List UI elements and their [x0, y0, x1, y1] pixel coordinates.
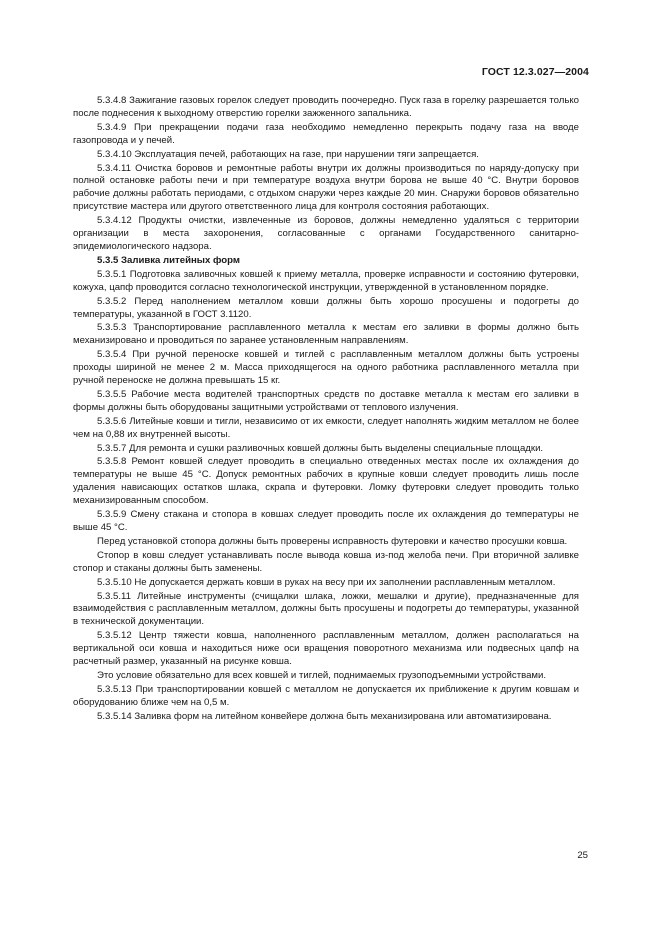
clause-5-3-5-8: 5.3.5.8 Ремонт ковшей следует проводить в специально отведенных местах после их охлаждения до температуры не выше 45 °С. Допуск ремонтных рабочих в крупные ковши следует проводить лишь после удаления нависающих остатков шлака, скрапа и футеровки. Ломку футеровки следует проводить только механизированным способом. — [73, 456, 579, 507]
clause-5-3-5-7: 5.3.5.7 Для ремонта и сушки разливочных ковшей должны быть выделены специальные площадки. — [97, 442, 544, 454]
clause-5-3-4-12: 5.3.4.12 Продукты очистки, извлеченные из боровов, должны немедленно удаляться с территории организации в места захоронения, согласованные с органами Государственного санитарно-эпидемиологического надзора. — [73, 215, 579, 252]
clause-5-3-4-10: 5.3.4.10 Эксплуатация печей, работающих на газе, при нарушении тяги запрещается. — [97, 148, 479, 160]
clause-5-3-5-13: 5.3.5.13 При транспортировании ковшей с металлом не допускается их приближение к другим ковшам и оборудованию ближе чем на 0,5 м. — [73, 683, 579, 708]
clause-5-3-5-6: 5.3.5.6 Литейные ковши и тигли, независимо от их емкости, следует наполнять жидким металлом не более чем на 0,88 их внутренней высоты. — [73, 415, 579, 440]
clause-5-3-5-11: 5.3.5.11 Литейные инструменты (счищалки шлака, ложки, мешалки и другие), предназначенные для взаимодействия с расплавленным металлом, должны быть просушены и подогреты до температуры, указанной в технической документации. — [73, 590, 579, 628]
clause-5-3-4-8: 5.3.4.8 Зажигание газовых горелок следует проводить поочередно. Пуск газа в горелку разрешается только после поднесения к выходному отверстию горелки зажженного запальника. — [73, 95, 579, 119]
section-heading: 5.3.5 Заливка литейных форм — [97, 254, 240, 266]
clause-5-3-5-10: 5.3.5.10 Не допускается держать ковши в руках на весу при их заполнении расплавленным металлом. — [97, 576, 556, 588]
clause-5-3-5-9: 5.3.5.9 Смену стакана и стопора в ковшах следует проводить после их охлаждения до температуры не выше 45 °С. — [73, 509, 579, 533]
clause-5-3-5-4: 5.3.5.4 При ручной переноске ковшей и тиглей с расплавленным металлом должны быть устроены проходы шириной не менее 2 м. Масса приходящегося на одного работника расплавленного металла при ручной переноске не должна превышать 15 кг. — [73, 349, 579, 387]
clause-5-3-5-9-para-3: Стопор в ковш следует устанавливать после вывода ковша из-под желоба печи. При вторичной заливке стопор и стаканы должны быть заменены. — [73, 549, 579, 574]
document-body — [73, 95, 579, 725]
clause-5-3-5-3: 5.3.5.3 Транспортирование расплавленного металла к местам его заливки в формы должно быть механизировано и проводиться по заранее установленным направлениям. — [73, 322, 579, 347]
clause-5-3-5-1: 5.3.5.1 Подготовка заливочных ковшей к приему металла, проверке исправности и состоянию футеровки, кожуха, цапф проводится согласно технологической инструкции, утвержденной в установленном порядке. — [73, 268, 579, 293]
clause-5-3-5-9-para-2: Перед установкой стопора должны быть проверены исправность футеровки и качество просушки ковша. — [97, 535, 568, 547]
clause-5-3-5-12-para-2: Это условие обязательно для всех ковшей и тиглей, поднимаемых грузоподъемными устройствами. — [97, 669, 547, 681]
page-header: ГОСТ 12.3.027—2004 — [481, 66, 589, 78]
clause-5-3-5-14: 5.3.5.14 Заливка форм на литейном конвейере должна быть механизирована или автоматизирована. — [97, 710, 552, 722]
clause-5-3-4-11: 5.3.4.11 Очистка боровов и ремонтные работы внутри их должны производиться по наряду-допуску при полной остановке работы печи и при температуре воздуха внутри борова не выше 40 °С. Внутри боровов рабочие должны работать периодами, с отдыхом снаружи через каждые 20 мин. Снаружи боровов обязательно присутствие мастера или другого ответственного лица для контроля состояния работающих. — [73, 162, 579, 213]
clause-5-3-4-9: 5.3.4.9 При прекращении подачи газа необходимо немедленно перекрыть подачу газа на вводе газопровода и у печей. — [73, 121, 579, 146]
page-number: 25 — [577, 850, 588, 861]
clause-5-3-5-5: 5.3.5.5 Рабочие места водителей транспортных средств по доставке металла к местам его заливки в формы должны быть оборудованы защитными устройствами от теплового излучения. — [73, 388, 579, 413]
clause-5-3-5-12: 5.3.5.12 Центр тяжести ковша, наполненного расплавленным металлом, должен располагаться на вертикальной оси ковша и находиться ниже оси вращения поворотного механизма или подвесных цапф на расчетный размер, указанный на рисунке ковша. — [73, 630, 579, 668]
clause-5-3-5-2: 5.3.5.2 Перед наполнением металлом ковши должны быть хорошо просушены и подогреты до температуры, указанной в ГОСТ 3.1120. — [73, 295, 579, 320]
